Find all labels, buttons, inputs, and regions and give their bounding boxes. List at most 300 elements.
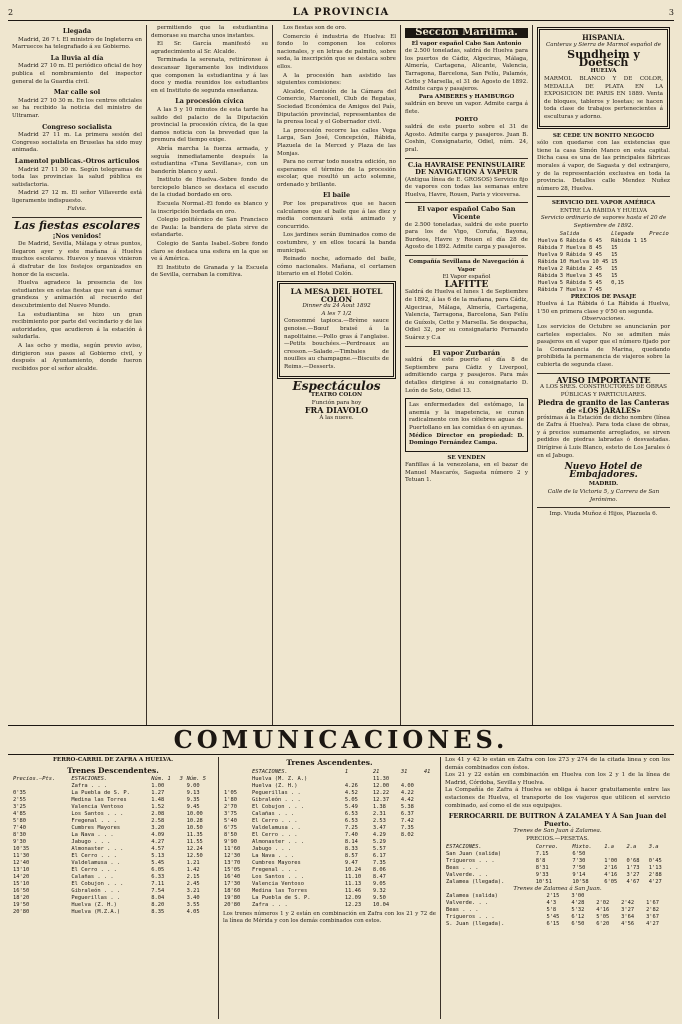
hotel-address: Calle de la Victoria 5, y Carrera de San Jerónimo. <box>547 488 660 503</box>
table-cell: 5'40 <box>224 817 237 824</box>
table-cell <box>423 860 436 867</box>
table-cell: 5 Rábida 5 45 <box>559 279 602 286</box>
telegram-text: Madrid 27 10 30 m. En los centros oficiales se ha recibido la noticia del ministro de Ultramar. <box>12 97 142 119</box>
table-cell: Valdelamusa . . <box>252 824 301 831</box>
service-row <box>537 280 670 287</box>
section-title: Las fiestas escolares <box>14 219 140 233</box>
table-cell: 4'28 <box>571 900 585 907</box>
service-head: SERVICIO DEL VAPOR AMÉRICA <box>551 200 656 207</box>
article-body-ball <box>277 201 396 279</box>
column-header: Mixto. <box>572 843 592 850</box>
table-cell: Huelva <box>538 251 558 258</box>
ship-body: de 2.500 toneladas, saldrá de Huelva para los puertos de Cádiz, Algeciras, Málaga, Almería, Cartagena, Alicante, Valencia, Tarragona, Barcelona, San Felíu, Palamós, Cette y Marsella, el 31 de Agosto de 1892. Admite carga y pasajeros. <box>405 48 528 93</box>
timetable-row <box>12 797 214 804</box>
rail3-table-return <box>445 893 670 928</box>
table-cell: 7 Huelva 7 45 <box>559 286 602 293</box>
table-cell: 7'30 <box>572 857 586 864</box>
table-cell: 4'67 <box>626 878 640 885</box>
table-cell: 4.57 <box>151 846 165 853</box>
paragraph: Comercio é industria de Huelva: El fondo lo componen los colores nacionales, y en letras de palmito, sobre seda, la inscripción que se destaca sobre ellos. <box>277 33 396 70</box>
divider <box>537 373 670 374</box>
peninsular-title: C.ia HAVRAISE PENINSULAIRE DE NAVIGATION Á VAPEUR <box>407 160 526 177</box>
table-cell: 4'3 <box>546 900 557 907</box>
column-header: 3.a <box>648 843 659 850</box>
table-cell <box>423 846 436 853</box>
column-header: 2.a <box>626 843 637 850</box>
table-cell: 1'13 <box>648 864 662 871</box>
prices-head: PRECIOS DE PASAJE <box>570 293 637 300</box>
table-cell <box>400 874 423 881</box>
table-cell: 12.00 <box>372 782 390 789</box>
table-cell: 12.37 <box>372 796 390 803</box>
table-cell: 3'25 <box>13 804 26 811</box>
theatre-name: TEATRO COLON <box>310 392 363 399</box>
table-cell: 0'35 <box>13 790 26 797</box>
service-row <box>537 259 670 266</box>
table-cell: 6'20 <box>596 921 610 928</box>
rail3-note2: Los 21 y 22 están en combinación en Huelva con los 2 y 1 de la línea de Madrid, Córdoba, Sevilla y Huelva. <box>445 772 670 786</box>
paragraph: permitiendo que la estudiantina demorase su marcha unos instantes. <box>151 25 268 39</box>
table-cell: 16'40 <box>224 873 241 880</box>
table-cell: Huelva <box>538 237 558 244</box>
table-cell: 9'90 <box>224 838 237 845</box>
table-cell: 15 <box>611 272 618 279</box>
timetable-row <box>445 893 670 900</box>
table-cell <box>179 783 186 790</box>
table-cell: 7'50 <box>572 864 586 871</box>
printer-line: Imp. Viuda Muñoz é Hijos, Plazuela 6. <box>549 511 658 518</box>
page-number-right: 3 <box>668 7 674 17</box>
timetable-row <box>445 865 670 872</box>
divider <box>12 217 142 218</box>
table-cell: 1.21 <box>186 860 200 867</box>
table-cell: 11.46 <box>344 887 362 894</box>
divider <box>537 507 670 508</box>
zurbaran-body: saldrá de este puerto el día 8 de Septiembre para Cádiz y Liverpool, admitiendo carga y pasajeros. Para más detalles dirigirse á su consignatario D. León de Soto, Odiel 13. <box>405 357 528 394</box>
table-cell: 8'50 <box>224 831 237 838</box>
paragraph: Los jardines serán iluminados como de costumbre, y en ellos tocará la banda municipal. <box>277 232 396 254</box>
table-cell <box>423 853 436 860</box>
table-cell: 6'75 <box>224 824 237 831</box>
timetable-row <box>223 839 436 846</box>
timetable-row <box>12 790 214 797</box>
column-header: 3 <box>179 776 183 783</box>
table-cell <box>400 888 423 895</box>
timetable-row <box>223 846 436 853</box>
table-cell: Beas . . . <box>446 864 479 871</box>
rail3-note3: La Compañía de Zafra á Huelva se obliga á hacer gratuitamente entre las estaciones de Huelva, el transporte de los viajeros que utilicen el servicio combinado, así como el de sus equipajes. <box>445 787 670 809</box>
notes-head: Observaciones. <box>581 316 626 323</box>
telegram-head: La lluvia al día <box>50 53 104 62</box>
cede-head: SE CEDE UN BONITO NEGOCIO <box>552 132 655 139</box>
table-cell: 12.50 <box>186 853 203 860</box>
service-row <box>537 245 670 252</box>
table-cell: 3 Huelva 3 45 <box>559 272 602 279</box>
table-cell: Calañas . . . <box>71 874 114 881</box>
divider <box>405 158 528 159</box>
table-cell: 5'8 <box>546 907 557 914</box>
table-cell: 4'16 <box>596 907 610 914</box>
paragraph: A las 5 y 10 minutos de esta tarde ha salido del palacio de la Diputación provincial la procesión cívica, de la que damos noticia con la brevedad que la premura del tiempo exige. <box>151 106 268 144</box>
timetable-row <box>12 853 214 860</box>
table-cell: 3'27 <box>621 907 635 914</box>
table-cell: 5.49 <box>344 803 358 810</box>
subhead-ball: El baile <box>322 191 351 200</box>
hotel-menu-time: A les 7 1/2 <box>321 310 352 317</box>
rail2-table <box>223 769 436 909</box>
table-cell: Medina las Torres <box>252 887 308 894</box>
table-cell: Huelva (M.Z.A.) <box>71 909 121 916</box>
column-header: 21 <box>372 768 380 775</box>
column-header: Precios.—Pts. <box>13 776 56 783</box>
table-cell: 11.55 <box>186 839 203 846</box>
table-cell: El Cerro . . . <box>252 817 298 824</box>
ship-title: PORTO <box>455 116 478 123</box>
timetable-row <box>12 909 214 916</box>
table-cell: 16'50 <box>13 888 30 895</box>
paragraph: La estudiantina se hizo un gran recibimiento por parte del vecindario y de las autoridades, que acudieron á la estación á saludarla. <box>12 311 142 341</box>
table-cell: 2.53 <box>372 817 386 824</box>
paragraph: Reinado noche, adornado del baile, cómo nacionales. Mañana, el certamen literario en el Hotel Colón. <box>277 256 396 278</box>
table-cell: 4.22 <box>400 789 414 796</box>
timetable-row <box>223 804 436 811</box>
table-cell: La Puebla de S. P. <box>71 790 130 797</box>
table-cell: 5.45 <box>151 860 165 867</box>
table-cell <box>626 851 648 858</box>
table-cell: 2.08 <box>151 811 165 818</box>
table-cell: Peguerillas . . <box>252 789 301 796</box>
table-cell: La Nava . . . <box>71 832 114 839</box>
table-cell: El Cerro . . . <box>71 867 117 874</box>
aviso-sub: A LOS SRES. CONSTRUCTORES DE OBRAS PÚBLICAS Y PARTICULARES. <box>540 384 667 398</box>
paragraph: A las ocho y media, según previo aviso, dirigieron sus pasos al Gobierno civil, y después al Ayuntamiento, donde fueron recibidos por el señor alcalde. <box>12 342 142 372</box>
table-cell: Trigueros . . . <box>446 857 495 864</box>
table-cell: 0'68 <box>626 857 640 864</box>
table-cell: 4.52 <box>344 789 358 796</box>
table-cell: 12.24 <box>186 846 203 853</box>
rail3-sub2: PRECIOS.—PESETAS. <box>526 835 589 842</box>
table-cell: 9'30 <box>13 839 26 846</box>
column-header: Correo. <box>535 843 559 850</box>
telegram-list <box>12 28 142 205</box>
table-cell: 9'33 <box>535 871 549 878</box>
table-cell <box>423 811 436 818</box>
timetable-row <box>223 895 436 902</box>
table-cell: Rábida <box>538 286 558 293</box>
table-cell: 12'40 <box>13 860 30 867</box>
notes-body: Los servicios de Octubre se anunciarán por carteles especiales. No se admiten más pasajeros en el vapor que el número fijado por la Comandancia de Marina, quedando prohibida la permanencia de viajeros sobre la cubierta de segunda clase. <box>537 324 670 368</box>
sale-head: SE VENDEN <box>447 454 486 461</box>
table-cell <box>179 825 186 832</box>
timetable-row <box>445 851 670 858</box>
rail2-note: Los trenes números 1 y 2 están en combinación en Zafra con los 21 y 72 de la línea de Mérida y con los demás combinados con estos. <box>223 910 436 925</box>
table-cell: 6.33 <box>151 874 165 881</box>
table-cell: 5'32 <box>571 907 585 914</box>
hotel-menu-date: Dinner du 24 Aout 1892 <box>302 303 371 310</box>
table-cell: 9.00 <box>186 783 200 790</box>
marble-firm-city: HUELVA <box>590 68 617 75</box>
hotel-city: MADRID. <box>588 481 619 488</box>
paragraph: El Instituto de Granada y la Escuela de Sevilla, cerraban la comitiva. <box>151 264 268 279</box>
article-body <box>12 241 142 373</box>
timetable-row <box>223 776 436 783</box>
column-advertisements <box>532 25 674 725</box>
table-cell <box>179 846 186 853</box>
table-cell: Huelva (Z. H.) <box>71 902 117 909</box>
aviso-body: próximas á la Estación de dicho nombre (línea de Zafra á Huelva). Para toda clase de obras, y á precios sumamente arreglados, se sirven pedidos de piedras labradas ó desvastadas. Dirígirse á Luis Blanco, esteto de Los Jarales ó en el Jabugo. <box>537 414 670 459</box>
table-cell: 6 Rábida 6 45 <box>559 237 602 244</box>
table-cell: 2.31 <box>372 810 386 817</box>
timetable-row <box>445 879 670 886</box>
table-cell: Peguerillas . . <box>71 895 121 902</box>
table-cell: 3'67 <box>646 914 660 921</box>
rail1-table <box>12 776 214 916</box>
table-cell: 4'16 <box>604 871 618 878</box>
timetable-row <box>445 872 670 879</box>
table-cell: 3.47 <box>372 824 386 831</box>
paragraph: Alcalde, Comisión de la Cámara del Comercio, Marconell, Club de Regatas, Sociedad Económica de Amigos del País, Diputación provincial, representantes de la prensa local y el Gobernador civil. <box>277 88 396 126</box>
upper-columns <box>8 25 674 726</box>
column-header <box>223 769 251 776</box>
rail1-sub: Trenes Descendentes. <box>67 765 159 775</box>
table-cell <box>610 287 648 294</box>
column-header: Llegada <box>611 230 634 237</box>
column-header: 1 <box>344 768 349 775</box>
timetable-row <box>223 797 436 804</box>
table-cell <box>179 874 186 881</box>
table-cell: 19'80 <box>224 894 241 901</box>
service-sub: ENTRE LA RÁBIDA Y HUELVA <box>559 207 648 214</box>
table-cell <box>423 867 436 874</box>
table-cell: 8.33 <box>344 845 358 852</box>
communications-header: COMUNICACIONES. <box>8 726 674 755</box>
timetable-row <box>223 888 436 895</box>
table-cell: 9.50 <box>372 894 386 901</box>
table-cell: Valverde. . . <box>446 900 489 907</box>
table-cell: 1'00 <box>604 857 618 864</box>
table-cell: 4.05 <box>186 909 200 916</box>
table-cell: 4'27 <box>646 921 660 928</box>
table-cell: 1.42 <box>186 867 200 874</box>
table-cell: 7'40 <box>13 825 26 832</box>
shows-title: Espectáculos <box>292 378 381 393</box>
table-cell <box>423 825 436 832</box>
cabo-title: El vapor español Cabo San Vicente <box>417 205 516 222</box>
timetable-row <box>223 881 436 888</box>
zurbaran-title: El vapor Zurbarán <box>432 348 501 357</box>
paragraph: Para no cerrar todo nuestra edición, no esperamos el término de la procesión escolar, que resultó un acto solemne, ordenado y brillante. <box>277 159 396 188</box>
table-cell: 4.26 <box>344 782 358 789</box>
table-cell: Zafra . . . <box>71 783 108 790</box>
table-cell: 3.55 <box>186 902 200 909</box>
table-cell: 8.35 <box>151 909 165 916</box>
table-cell: 5'45 <box>546 914 560 921</box>
table-cell: 1'67 <box>646 900 660 907</box>
rail3-table <box>445 844 670 886</box>
table-cell: Trigueros . . . <box>446 914 495 921</box>
timetable-row <box>12 867 214 874</box>
table-cell <box>344 776 372 783</box>
column-header: ESTACIONES. <box>252 768 288 775</box>
hotel-menu-body: Consommé tapioca.—Brème sauce genoise.—Bœuf braisé á la napolitaine.—Pollo gras á l'anglaise.—Petits bouchées.—Perdreaux au cresson.—Salade.—Timbales de nouilles au champagne.—Biscuits de Reims.—Desserts. <box>284 318 389 370</box>
table-cell: 15 <box>611 251 618 258</box>
table-cell: 10 Huelva 10 45 <box>559 258 609 265</box>
table-cell <box>179 804 186 811</box>
table-cell: 8'30 <box>13 832 26 839</box>
table-cell: 2'16 <box>604 864 618 871</box>
rail2-sub: Trenes Ascendentes. <box>286 758 373 767</box>
service-table <box>537 231 670 294</box>
table-cell: 1.52 <box>151 804 165 811</box>
table-cell <box>400 839 423 846</box>
table-cell: 2'82 <box>646 907 660 914</box>
table-cell <box>12 783 70 790</box>
table-cell: 12'30 <box>224 852 241 859</box>
paragraph: Abría marcha la fuerza armada, y seguía inmediatamente después la estudiantina «Tuna Sevillana», con un banderín blanco y azul. <box>151 145 268 175</box>
marble-firm-line: Canteras y Sierra de Marmol español de <box>546 41 661 48</box>
table-cell <box>179 895 186 902</box>
table-cell: Jabugo . . . <box>71 839 111 846</box>
table-cell: 15'10 <box>13 881 30 888</box>
prices-body: Huelva á La Rábida ó La Rábida á Huelva, 1'50 en primera clase y 0'50 en segunda. <box>537 301 670 315</box>
divider <box>405 346 528 347</box>
table-cell: 6.53 <box>344 817 358 824</box>
table-cell: 9.47 <box>344 859 358 866</box>
table-cell: Calañas . . . <box>252 810 295 817</box>
table-cell <box>423 874 436 881</box>
table-cell <box>179 881 186 888</box>
table-cell: Fregenal . . . <box>71 818 117 825</box>
table-cell: 7 Huelva 8 45 <box>559 244 602 251</box>
service-row <box>537 252 670 259</box>
table-cell <box>423 902 436 909</box>
table-cell: 0'45 <box>648 857 662 864</box>
table-cell: Valverde. . . <box>446 871 489 878</box>
table-cell: 8.04 <box>151 895 165 902</box>
table-cell: 13'10 <box>13 867 30 874</box>
table-cell: 9'14 <box>572 871 586 878</box>
table-cell: 4.27 <box>151 839 165 846</box>
table-cell: 15 <box>611 258 618 265</box>
table-cell <box>179 902 186 909</box>
signature: Fulvia. <box>67 206 87 213</box>
table-cell: 10.04 <box>372 901 390 908</box>
peninsular-body: (Antigua línea de E. GROSOS) Servicio fijo de vapores con todas las semanas entre Huelva, Havre, Rouen, Paris y viceversa. <box>405 176 528 198</box>
table-cell: Jabugo . . . <box>252 845 291 852</box>
table-cell: 6'50 <box>572 850 586 857</box>
table-cell: 2.58 <box>151 818 165 825</box>
timetable-row <box>12 860 214 867</box>
timetable-row <box>12 804 214 811</box>
table-cell: Valencia Ventoso <box>71 804 124 811</box>
table-cell: 15 <box>611 244 618 251</box>
column-header: 31 <box>400 768 408 775</box>
timetable-row <box>445 921 670 928</box>
divider <box>405 255 528 256</box>
table-cell: 3'27 <box>626 871 640 878</box>
show-time: Á las nueve. <box>319 414 354 421</box>
ship-body: saldrán en breve un vapor. Admite carga á flete. <box>405 101 528 115</box>
table-cell: Huelva <box>538 265 558 272</box>
column-rail-descending <box>8 757 218 1019</box>
table-cell: 18'20 <box>13 895 30 902</box>
timetable-row <box>12 902 214 909</box>
paragraph: La procesión recorre las calles Vega Larga, San José, Concepción, Rábida, Plazuela de la Merced y Plaza de las Monjas. <box>277 127 396 157</box>
ship-body: saldrá de este puerto sobre el 31 de Agosto. Admite carga y pasajeros. Juan B. Coshin, Consignatario, Odiel, núm. 24, pral. <box>405 124 528 153</box>
hotel-title: Nuevo Hotel de Embajadores. <box>564 462 643 480</box>
table-cell: 18'60 <box>224 887 241 894</box>
table-cell: Zafra . . . <box>252 901 288 908</box>
hispania-label: HISPANIA. <box>582 33 625 42</box>
divider <box>537 196 670 197</box>
service-row <box>537 266 670 273</box>
timetable-row <box>445 858 670 865</box>
ship-title: Para AMBERES y HAMBURGO <box>418 93 515 100</box>
table-cell: 4'27 <box>648 878 662 885</box>
table-cell <box>423 881 436 888</box>
article-body-procession <box>151 107 268 280</box>
table-cell: 4'85 <box>13 811 26 818</box>
column-header: ESTACIONES. <box>71 776 108 783</box>
table-cell: Rábida <box>538 258 558 265</box>
table-cell: 2'70 <box>224 803 237 810</box>
table-cell: 2 Rábida 2 45 <box>559 265 602 272</box>
table-cell: 15'05 <box>224 866 241 873</box>
table-cell: 5.38 <box>400 803 414 810</box>
section-subtitle: ¡Nos venidos! <box>52 231 102 240</box>
telegram-text: Madrid, 26 7 t. El ministro de Ingleterra en Marruecos ha telegrafiado á su Gobierno. <box>12 36 142 51</box>
table-cell: 8.20 <box>151 902 165 909</box>
marble-firm-name: Sundheim y Doetsch <box>567 48 640 69</box>
table-cell <box>179 811 186 818</box>
table-cell: 8'31 <box>535 864 549 871</box>
table-cell: 7.54 <box>151 888 165 895</box>
timetable-row <box>445 914 670 921</box>
timetable-row <box>223 783 436 790</box>
table-cell: 7.35 <box>372 859 386 866</box>
table-cell <box>423 797 436 804</box>
table-cell: 7.15 <box>535 850 549 857</box>
table-cell: Zalamea (salida) <box>446 893 498 900</box>
table-cell: S. Juan (llegada). <box>446 921 505 928</box>
timetable-row <box>12 888 214 895</box>
table-cell: 9.05 <box>372 880 386 887</box>
table-cell: 8.06 <box>372 866 386 873</box>
table-cell: 7.25 <box>344 824 358 831</box>
table-cell <box>423 888 436 895</box>
table-cell: Gibraleón . . . <box>252 796 301 803</box>
table-cell <box>423 783 436 790</box>
table-cell: Valdelamusa . . <box>71 860 121 867</box>
timetable-row <box>445 907 670 914</box>
table-cell: 3'00 <box>571 893 585 900</box>
table-cell <box>423 839 436 846</box>
table-cell: Beas . . . <box>446 907 479 914</box>
column-header: Precio <box>649 230 669 237</box>
table-cell: 4.29 <box>372 831 386 838</box>
paragraph: Escuela Normal.-El fondo es blanco y la inscripción bordada en oro. <box>151 201 268 215</box>
table-cell: Huelva (M. Z. A.) <box>252 775 308 782</box>
table-cell: Gibraleón . . . <box>71 888 121 895</box>
table-cell: 11'60 <box>224 845 241 852</box>
table-cell <box>179 797 186 804</box>
table-cell: 2'55 <box>13 797 26 804</box>
paragraph: Huelva agradece la presencia de los estudiantes en estas fiestas que van á sumar grandeza y animación al recuerdo del descubrimiento del Nuevo Mundo. <box>12 280 142 309</box>
table-cell: El Cobujon . . . <box>71 881 124 888</box>
rail3-note1: Los 41 y 42 lo están en Zafra con los 273 y 274 de la citada línea y con los demás combinados con éstos. <box>445 757 670 771</box>
table-cell: 8.57 <box>344 852 358 859</box>
column-header: 1.a <box>604 843 615 850</box>
